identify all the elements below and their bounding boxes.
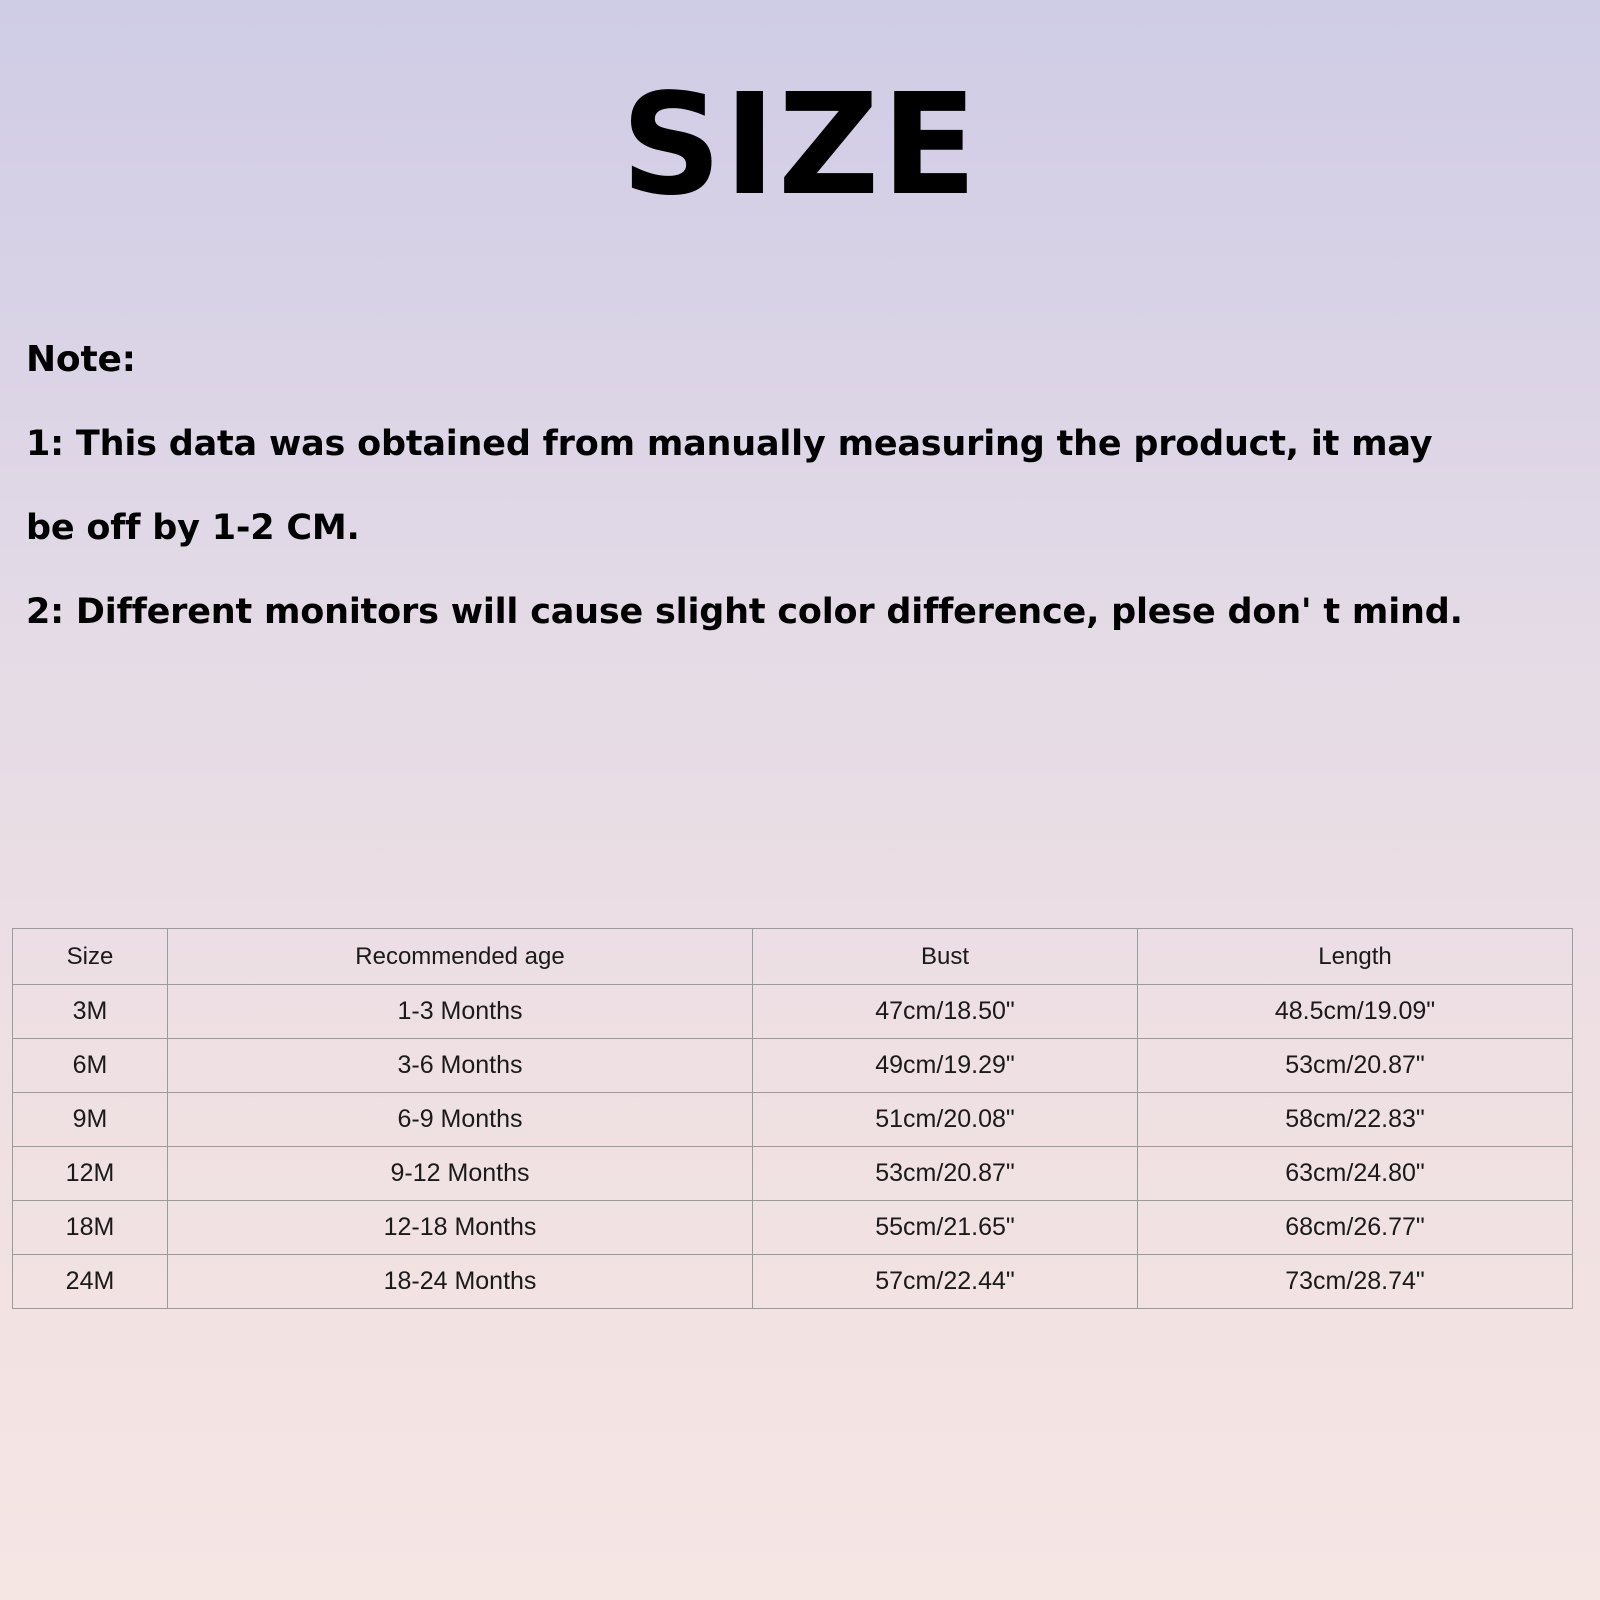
table-row <box>13 1093 1573 1147</box>
cell-age: 6-9 Months <box>168 1093 753 1147</box>
cell-size: 6M <box>13 1039 168 1093</box>
page-title: SIZE <box>620 64 980 227</box>
cell-age: 12-18 Months <box>168 1201 753 1255</box>
cell-length: 63cm/24.80" <box>1138 1147 1573 1201</box>
cell-age: 3-6 Months <box>168 1039 753 1093</box>
note-line-1-continued: be off by 1-2 CM. <box>26 508 360 548</box>
cell-bust: 47cm/18.50" <box>753 985 1138 1039</box>
column-header-recommended-age: Recommended age <box>168 929 753 985</box>
notes-label: Note: <box>26 339 136 380</box>
cell-bust: 51cm/20.08" <box>753 1093 1138 1147</box>
cell-length: 58cm/22.83" <box>1138 1093 1573 1147</box>
cell-bust: 57cm/22.44" <box>753 1255 1138 1309</box>
note-line-2: 2: Different monitors will cause slight color difference, plese don' t mind. <box>26 592 1463 632</box>
table-row <box>13 1147 1573 1201</box>
table-row <box>13 985 1573 1039</box>
column-header-length: Length <box>1138 929 1573 985</box>
cell-length: 68cm/26.77" <box>1138 1201 1573 1255</box>
cell-length: 73cm/28.74" <box>1138 1255 1573 1309</box>
note-line-1: 1: This data was obtained from manually measuring the product, it may <box>26 424 1433 464</box>
table-row <box>13 1201 1573 1255</box>
cell-length: 53cm/20.87" <box>1138 1039 1573 1093</box>
cell-length: 48.5cm/19.09" <box>1138 985 1573 1039</box>
cell-age: 9-12 Months <box>168 1147 753 1201</box>
column-header-bust: Bust <box>753 929 1138 985</box>
cell-size: 9M <box>13 1093 168 1147</box>
cell-age: 1-3 Months <box>168 985 753 1039</box>
cell-size: 24M <box>13 1255 168 1309</box>
cell-size: 3M <box>13 985 168 1039</box>
cell-size: 12M <box>13 1147 168 1201</box>
size-table <box>12 928 1573 1309</box>
column-header-size: Size <box>13 929 168 985</box>
cell-age: 18-24 Months <box>168 1255 753 1309</box>
table-row <box>13 1039 1573 1093</box>
table-header-row <box>13 929 1573 985</box>
cell-bust: 53cm/20.87" <box>753 1147 1138 1201</box>
table-row <box>13 1255 1573 1309</box>
size-table-wrapper <box>12 928 1572 1309</box>
cell-size: 18M <box>13 1201 168 1255</box>
notes-block <box>26 318 1574 654</box>
cell-bust: 55cm/21.65" <box>753 1201 1138 1255</box>
cell-bust: 49cm/19.29" <box>753 1039 1138 1093</box>
